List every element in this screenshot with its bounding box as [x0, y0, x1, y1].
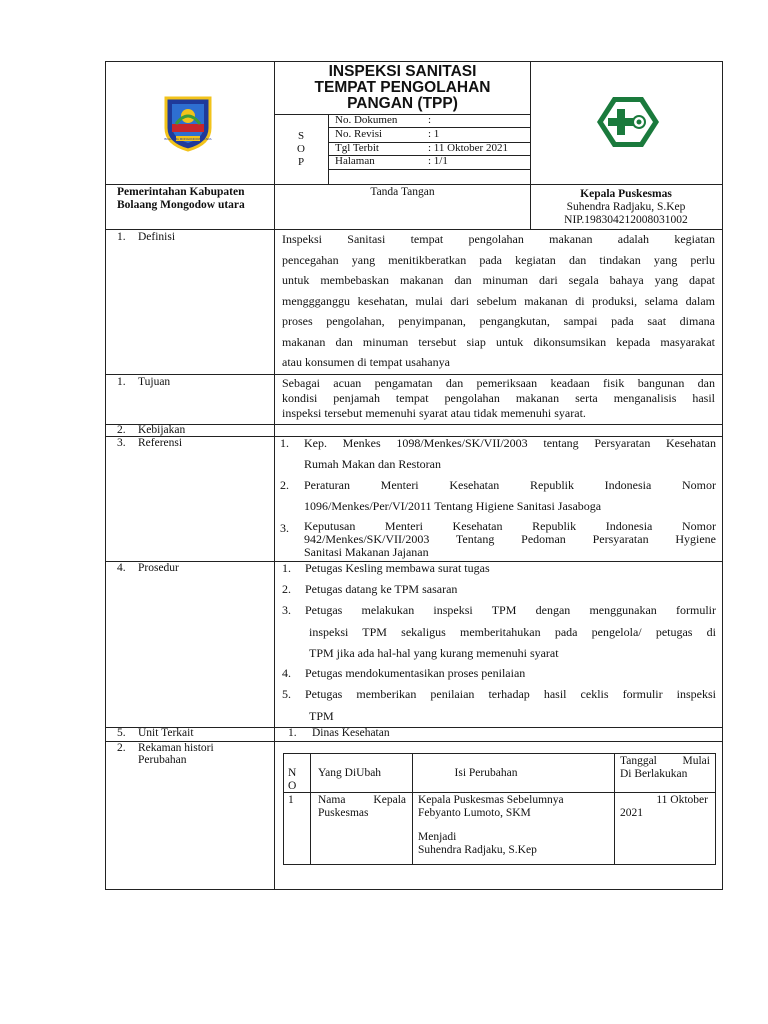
section-num-referensi: 3.	[117, 437, 126, 449]
meta-value-revisi: : 1	[428, 128, 440, 140]
title-line-1: INSPEKSI SANITASI	[328, 63, 477, 80]
definisi-text: Inspeksi Sanitasi tempat pengolahan makanan adalah kegiatan pencegahan yang menitikberatkan pada kegiatan dan tindakan yang perlu untuk membebaskan makanan dan minuman dari segala bahaya yang dapat menggganggu kesehatan, mulai dari sebelum makanan di produksi, selama dalam proses pengolahan, penyimpanan, pengangkutan, sampai pada saat dimana makanan dan minuman tersebut siap untuk dikonsumsikan kepada masyarakat atau konsumen di tempat usahanya	[282, 232, 715, 369]
history-header-diubah: Yang DiUbah	[318, 767, 382, 779]
history-header-tanggal: Tanggal Mulai Di Berlakukan	[620, 755, 710, 780]
meta-label-revisi: No. Revisi	[335, 128, 383, 140]
head-nip: NIP.198304212008031002	[564, 214, 688, 226]
head-signature	[531, 188, 721, 227]
meta-label-terbit: Tgl Terbit	[335, 142, 379, 154]
history-header-no: N O	[288, 767, 297, 792]
section-num-rekaman: 2.	[117, 742, 126, 754]
regency-logo-text: BOLAANG MONGONDOW UTARA	[164, 137, 212, 141]
history-cell-diubah: Nama Kepala Puskesmas	[318, 794, 406, 819]
section-label-rekaman: Rekaman histori Perubahan	[138, 742, 214, 766]
meta-label-dokumen: No. Dokumen	[335, 114, 398, 126]
head-title: Kepala Puskesmas	[580, 188, 672, 200]
section-num-kebijakan: 2.	[117, 424, 126, 436]
history-cell-tanggal: 11 Oktober 2021	[620, 794, 708, 819]
section-num-prosedur: 4.	[117, 562, 126, 574]
meta-value-dokumen: :	[428, 114, 432, 126]
section-label-kebijakan: Kebijakan	[138, 424, 186, 436]
meta-value-terbit: : 11 Oktober 2021	[428, 142, 508, 154]
section-num-tujuan: 1.	[117, 376, 126, 388]
sop-label: S O P	[297, 130, 305, 168]
history-cell-isi: Kepala Puskesmas Sebelumnya Febyanto Lumoto, SKM Menjadi Suhendra Radjaku, S.Kep	[418, 794, 564, 856]
unit-item: Dinas Kesehatan	[312, 727, 390, 739]
meta-label-halaman: Halaman	[335, 155, 375, 167]
regency-name: Pemerintahan Kabupaten Bolaang Mongodow utara	[117, 186, 245, 211]
head-name: Suhendra Radjaku, S.Kep	[566, 201, 686, 213]
section-label-referensi: Referensi	[138, 437, 183, 449]
tujuan-text: Sebagai acuan pengamatan dan pemeriksaan keadaan fisik bangunan dan kondisi penjamah tempat pengolahan makanan serta menganalisis hasil inspeksi tersebut memenuhi syarat atau tidak memenuhi syarat.	[282, 376, 715, 420]
signature-label: Tanda Tangan	[370, 186, 435, 198]
unit-item-num: 1.	[288, 727, 297, 739]
section-num-definisi: 1.	[117, 231, 126, 243]
section-label-definisi: Definisi	[138, 231, 176, 243]
document-title	[275, 64, 530, 112]
history-header-isi: Isi Perubahan	[454, 767, 518, 779]
history-cell-no: 1	[288, 794, 294, 806]
section-num-unit: 5.	[117, 727, 126, 739]
section-label-prosedur: Prosedur	[138, 562, 179, 574]
title-line-2: TEMPAT PENGOLAHAN	[314, 79, 491, 96]
puskesmas-logo	[595, 95, 661, 149]
regency-logo	[158, 94, 218, 152]
meta-value-halaman: : 1/1	[428, 155, 448, 167]
section-label-tujuan: Tujuan	[138, 376, 171, 388]
title-line-3: PANGAN (TPP)	[347, 95, 458, 112]
section-label-unit: Unit Terkait	[138, 727, 194, 739]
